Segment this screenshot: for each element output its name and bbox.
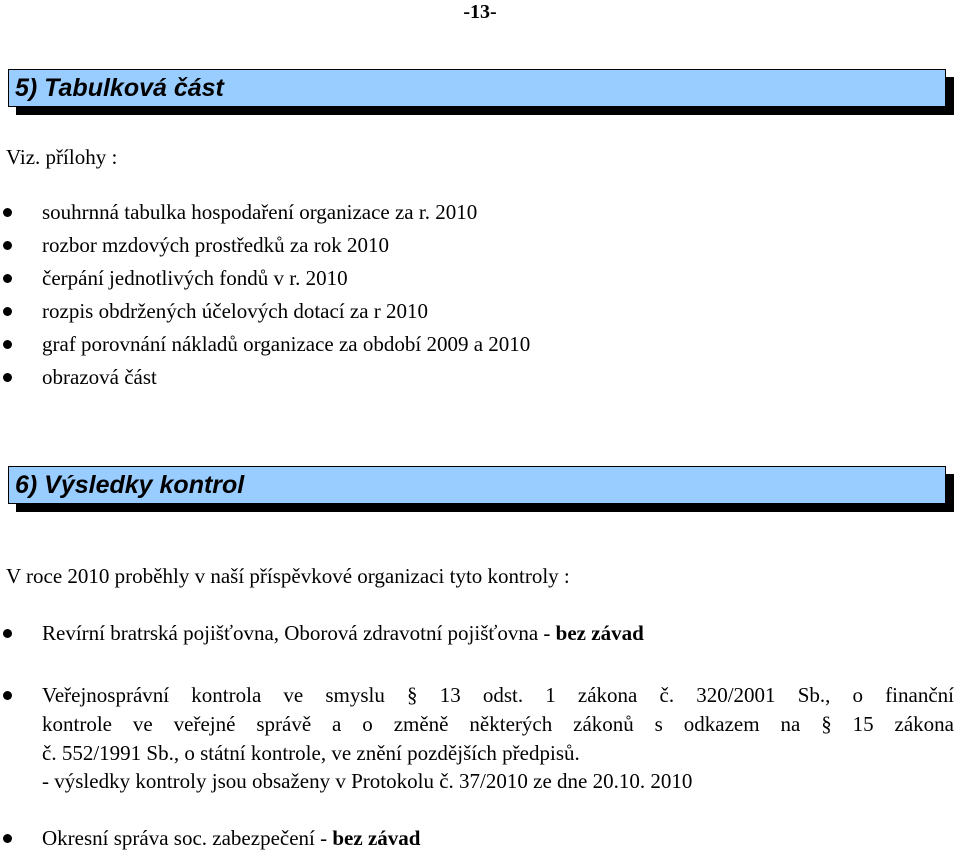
- bullet-icon: [3, 629, 12, 638]
- section-6-heading: [8, 466, 946, 504]
- bullet-icon: [3, 340, 12, 349]
- bullet-icon: [3, 208, 12, 217]
- section-6-intro: V roce 2010 proběhly v naší příspěvkové organizaci tyto kontroly :: [6, 564, 570, 588]
- control-item-social-security: Okresní správa soc. zabezpečení - bez závad: [42, 826, 421, 850]
- control-item-insurance: Revírní bratrská pojišťovna, Oborová zdravotní pojišťovna - bez závad: [42, 621, 644, 645]
- bullet-icon: [3, 274, 12, 283]
- section-5-heading: [8, 69, 946, 107]
- bullet-icon: [3, 307, 12, 316]
- control-item-public-line3: č. 552/1991 Sb., o státní kontrole, ve znění pozdějších předpisů.: [42, 741, 580, 765]
- section-5-title: 5) Tabulková část: [15, 74, 224, 102]
- bullet-icon: [3, 241, 12, 250]
- bullet-icon: [3, 373, 12, 382]
- page-number: -13-: [463, 1, 497, 23]
- result-no-defects: bez závad: [555, 621, 644, 645]
- control-item-public-line4: - výsledky kontroly jsou obsaženy v Protokolu č. 37/2010 ze dne 20.10. 2010: [42, 769, 693, 793]
- control-item-public-line2: kontrole ve veřejné správě a o změně některých zákonů s odkazem na § 15 zákona: [42, 712, 954, 736]
- section-5-intro: Viz. přílohy :: [6, 145, 118, 169]
- bullet-icon: [3, 834, 12, 843]
- bullet-icon: [3, 691, 12, 700]
- control-item-public-line1: Veřejnosprávní kontrola ve smyslu § 13 odst. 1 zákona č. 320/2001 Sb., o finanční: [42, 683, 954, 707]
- result-no-defects: bez závad: [332, 826, 421, 850]
- section-6-title: 6) Výsledky kontrol: [15, 471, 245, 499]
